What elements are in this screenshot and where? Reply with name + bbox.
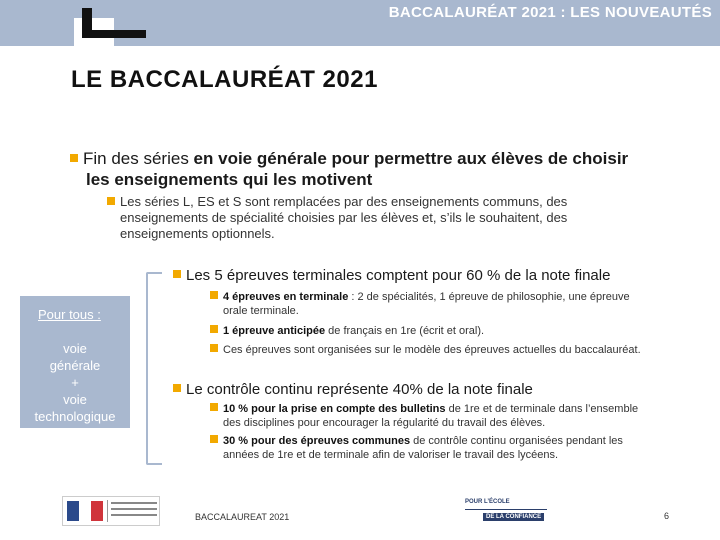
sub-bullet <box>107 194 627 242</box>
ecole-confiance-logo <box>463 497 553 525</box>
section1-heading <box>173 267 610 284</box>
page-title: LE BACCALAURÉAT 2021 <box>71 66 378 93</box>
section2-item-2 <box>210 434 700 462</box>
bullet-icon <box>107 197 115 205</box>
bullet-icon <box>173 270 181 278</box>
section2-item-1-text2: des disciplines pour encourager la régularité du travail des élèves. <box>223 417 546 429</box>
main-bullet-part3: les enseignements qui les motivent <box>86 170 373 189</box>
section1-item-3-text: Ces épreuves sont organisées sur le modèle des épreuves actuelles du baccalauréat. <box>223 344 641 356</box>
section2-heading <box>173 381 533 398</box>
main-bullet-part2: en voie générale pour permettre aux élèves de choisir <box>193 149 629 168</box>
ecole-logo-line2: DE LA CONFIANCE <box>483 513 544 521</box>
sub-bullet-line2: enseignements de spécialité choisies par les élèves et, s’ils le souhaitent, des <box>120 210 568 225</box>
section1-item-1-text2: orale terminale. <box>223 305 299 317</box>
section1-item-2 <box>210 324 690 338</box>
header-title: BACCALAURÉAT 2021 : LES NOUVEAUTÉS <box>388 4 712 21</box>
section2-item-2-text2: années de 1re et de terminale afin de valoriser le travail des lycéens. <box>223 449 559 461</box>
brand-logo-icon <box>70 8 148 46</box>
sidebox-line3: + <box>71 375 79 390</box>
bullet-icon <box>210 291 218 299</box>
bullet-icon <box>210 344 218 352</box>
sidebox-line5: technologique <box>34 409 116 424</box>
section2-heading-text: Le contrôle continu représente 40% de la note finale <box>186 381 533 398</box>
ministry-logo-icon <box>62 496 160 526</box>
section1-item-3 <box>210 343 700 357</box>
bullet-icon <box>70 154 78 162</box>
section2-item-1 <box>210 402 700 430</box>
section2-item-2-text: de contrôle continu organisées pendant les <box>410 435 623 447</box>
bracket-divider <box>146 272 162 465</box>
section2-item-1-text: de 1re et de terminale dans l’ensemble <box>445 403 639 415</box>
sub-bullet-line1: Les séries L, ES et S sont remplacées par des enseignements communs, des <box>120 194 568 209</box>
footer-center-text: BACCALAUREAT 2021 <box>195 512 290 522</box>
sidebox-line2: générale <box>49 358 101 373</box>
sidebox-line4: voie <box>63 392 87 407</box>
sub-bullet-line3: enseignements optionnels. <box>120 226 275 241</box>
bullet-icon <box>210 403 218 411</box>
section1-item-2-bold: 1 épreuve anticipée <box>223 325 326 337</box>
main-bullet-part1: Fin des séries <box>83 149 194 168</box>
ecole-logo-line1: POUR L’ÉCOLE <box>465 499 510 505</box>
section2-item-2-bold: 30 % pour des épreuves communes <box>223 435 411 447</box>
section1-heading-text: Les 5 épreuves terminales comptent pour 60 % de la note finale <box>186 267 611 284</box>
section1-item-1-bold: 4 épreuves en terminale <box>223 291 349 303</box>
page-number: 6 <box>664 511 670 521</box>
main-bullet <box>70 148 690 190</box>
section1-item-2-text: de français en 1re (écrit et oral). <box>325 325 485 337</box>
section2-item-1-bold: 10 % pour la prise en compte des bulletins <box>223 403 446 415</box>
pour-tous-label: Pour tous : <box>38 307 101 322</box>
bullet-icon <box>173 384 181 392</box>
bullet-icon <box>210 325 218 333</box>
section1-item-1 <box>210 290 690 318</box>
bullet-icon <box>210 435 218 443</box>
sidebox-line1: voie <box>63 341 87 356</box>
section1-item-1-text: : 2 de spécialités, 1 épreuve de philosophie, une épreuve <box>348 291 630 303</box>
